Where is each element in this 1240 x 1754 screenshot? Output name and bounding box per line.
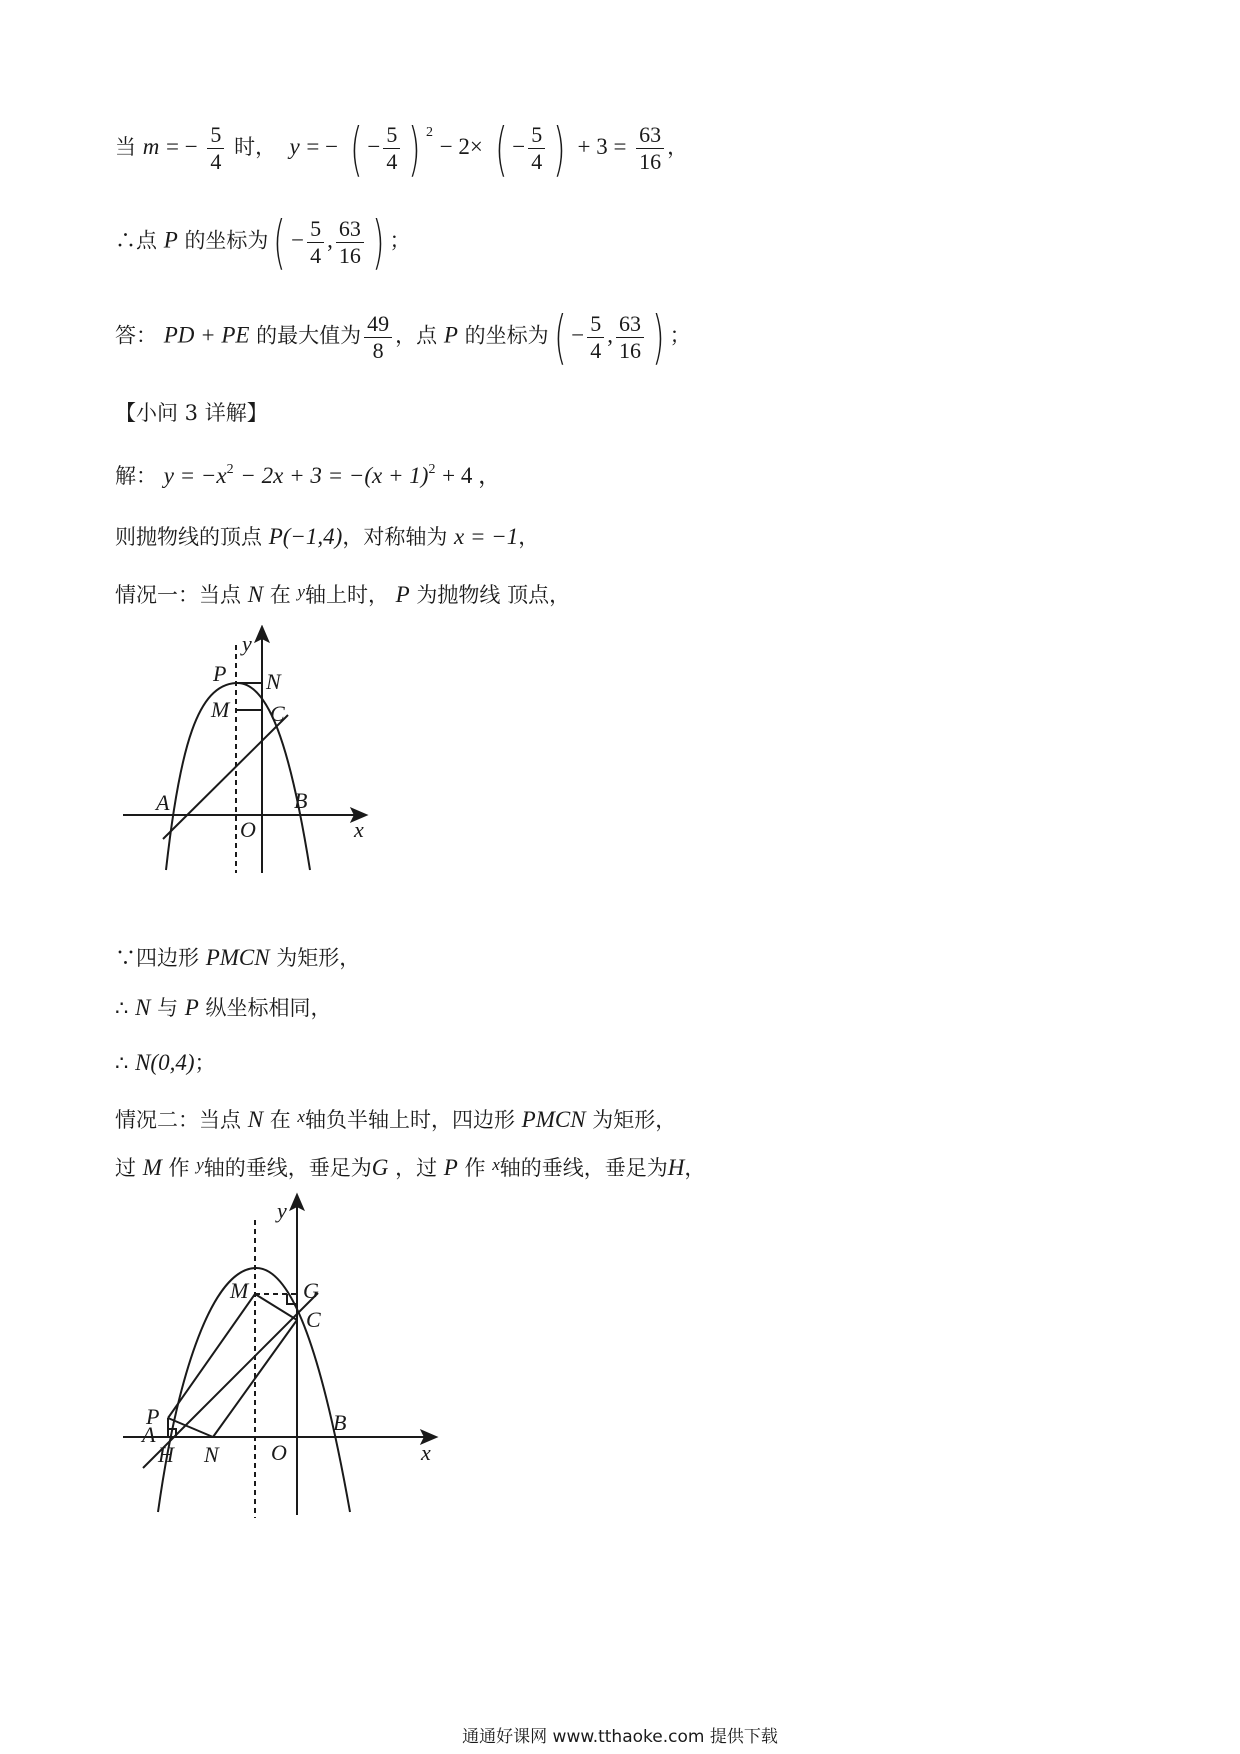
exponent: 2 [226, 462, 234, 477]
denominator: 16 [338, 242, 361, 268]
numerator: 5 [528, 122, 545, 149]
result-line [115, 1048, 215, 1078]
text: ， [667, 135, 689, 159]
var-y: y [297, 582, 305, 601]
footer-watermark: 通通好课网 www.tthaoke.com 提供下载 [462, 1727, 778, 1747]
text: 为矩形， [592, 1108, 677, 1132]
text: 情况一：当点 [115, 583, 241, 607]
text: 情况二：当点 [115, 1108, 241, 1132]
text: 当 [115, 135, 136, 159]
label-O: O [240, 817, 256, 842]
text: 过 [115, 1156, 136, 1180]
text: ∴ [115, 1051, 129, 1075]
var-P: P [184, 995, 199, 1020]
var-P: P [443, 322, 458, 348]
label-G: G [303, 1278, 319, 1303]
label-x: x [354, 817, 364, 842]
right-paren: ) [652, 303, 665, 371]
label-M: M [211, 697, 230, 722]
text: 与 [157, 996, 179, 1020]
var-P: P [443, 1155, 458, 1180]
text: 轴的垂线，垂足为 [203, 1156, 372, 1180]
var-x: x [297, 1107, 305, 1126]
section-heading: 【小问 3 详解】 [115, 401, 268, 425]
label-C: C [270, 701, 285, 726]
text: 为矩形， [276, 946, 361, 970]
label-B: B [333, 1410, 347, 1435]
text: ， [684, 1156, 706, 1180]
operator: + 3 = [577, 134, 627, 159]
expression: + 4 ， [442, 463, 502, 488]
numerator: 49 [364, 311, 392, 338]
var-M: M [142, 1155, 162, 1180]
text: 为抛物线 顶点， [416, 583, 571, 607]
text: ，点 [395, 323, 438, 348]
text: 在 [269, 583, 291, 607]
text: ，对称轴为 [342, 525, 448, 549]
right-paren: ) [408, 114, 421, 183]
vertex-line [115, 522, 539, 552]
fraction [616, 311, 644, 364]
text: 答： [115, 323, 157, 348]
text: 解： [115, 464, 157, 488]
numerator: 5 [587, 311, 604, 338]
var-G: G [371, 1155, 389, 1180]
numerator: 5 [207, 122, 224, 149]
text: 作 [464, 1156, 486, 1180]
exponent: 2 [426, 125, 433, 140]
text: 的最大值为 [256, 323, 362, 348]
denominator: 8 [372, 337, 384, 363]
text: ∵四边形 [115, 946, 199, 970]
var-x: x [492, 1155, 500, 1174]
text: ； [669, 323, 691, 348]
answer-line: 答： PD + PE 的最大值为 $\frac{49}{8}$ ，点 P 的坐标为( − $\frac{5}{4}$ , $\frac{63}{16}$ ) ； [115, 303, 691, 371]
label-C: C [306, 1307, 321, 1332]
var-y: y [289, 134, 300, 159]
text: 纵坐标相同， [205, 996, 332, 1020]
expression: y = −x [163, 463, 227, 488]
text: 则抛物线的顶点 [115, 525, 262, 549]
numerator: 5 [307, 216, 324, 243]
text: ； [194, 1051, 216, 1075]
denominator: 4 [386, 149, 398, 174]
right-paren: ) [371, 208, 385, 276]
quadrilateral: PMCN [205, 945, 270, 970]
denominator: 4 [310, 242, 322, 268]
case-one-line [115, 577, 570, 610]
equation-line-1: 当 m = − $\frac{5}{4}$ 时， y = − ( − $\frac{5}{4}$ ) $^2$ − 2× ( − $\frac{5}{4}$ ) + 3 = $\frac{63}{16}$ ， [115, 114, 689, 183]
text: 轴的垂线，垂足为 [499, 1156, 668, 1180]
text: ； [389, 228, 411, 253]
var-m: m [142, 134, 160, 159]
label-H: H [158, 1442, 174, 1467]
text: 的坐标为 [464, 323, 549, 348]
expression: PD + PE [163, 322, 250, 348]
solution-line [115, 455, 501, 491]
y-arrow-icon [291, 1195, 303, 1209]
vertex-point: P(−1,4) [268, 524, 343, 549]
quadrilateral: PMCN [521, 1107, 586, 1132]
fraction [207, 122, 224, 175]
label-N: N [266, 669, 281, 694]
numerator: 5 [383, 122, 400, 149]
numerator: 63 [616, 311, 644, 338]
same-ordinate-line [115, 993, 332, 1023]
numerator: 63 [636, 122, 664, 149]
label-P: P [213, 661, 227, 686]
label-x: x [421, 1440, 431, 1465]
label-y: y [242, 631, 252, 656]
var-N: N [135, 995, 151, 1020]
parabola [166, 683, 310, 870]
rectangle-line [115, 943, 360, 973]
label-A: A [142, 1422, 156, 1447]
fraction [528, 122, 545, 175]
denominator: 16 [639, 149, 662, 174]
text: ∴点 [115, 228, 157, 253]
figure-2 [118, 1190, 448, 1520]
label-y: y [277, 1198, 287, 1223]
label-P: P [146, 1404, 160, 1429]
numerator: 63 [336, 216, 364, 243]
denominator: 16 [618, 337, 641, 363]
var-P: P [163, 227, 178, 253]
expression: − 2x + 3 = −(x + 1) [240, 463, 429, 488]
text: ，过 [395, 1156, 438, 1180]
text: ∴ [115, 996, 129, 1020]
exponent: 2 [428, 462, 436, 477]
label-M: M [230, 1278, 249, 1303]
fraction [336, 216, 364, 269]
text: ， [518, 525, 540, 549]
operator: − 2× [439, 134, 483, 159]
text: 轴负半轴上时，四边形 [304, 1108, 515, 1132]
case-two-line [115, 1102, 676, 1135]
var-y: y [196, 1155, 204, 1174]
fraction [636, 122, 664, 175]
label-N: N [204, 1442, 219, 1467]
equation-line-2: ∴点 P 的坐标为( − $\frac{5}{4}$ , $\frac{63}{16}$ ) ； [115, 208, 411, 276]
figure-1 [118, 625, 378, 875]
denominator: 4 [210, 149, 222, 174]
var-H: H [667, 1155, 685, 1180]
line-AC [163, 715, 288, 839]
var-N: N [247, 582, 264, 607]
label-A: A [156, 790, 170, 815]
var-P: P [395, 582, 410, 607]
left-paren: ( [494, 114, 508, 183]
var-N: N [247, 1107, 264, 1132]
fraction [307, 216, 324, 269]
text: 的坐标为 [184, 228, 269, 253]
text: 在 [269, 1108, 291, 1132]
perpendicular-line [115, 1150, 705, 1183]
left-paren: ( [273, 208, 286, 276]
right-paren: ) [553, 114, 566, 183]
label-B: B [294, 788, 308, 813]
fraction [383, 122, 400, 175]
denominator: 4 [590, 337, 602, 363]
operator: = − [166, 134, 198, 159]
fraction [364, 311, 392, 364]
point-N: N(0,4) [135, 1050, 195, 1075]
fraction [587, 311, 604, 364]
denominator: 4 [531, 149, 543, 174]
left-paren: ( [553, 303, 567, 371]
left-paren: ( [349, 114, 363, 183]
text: 作 [168, 1156, 190, 1180]
label-O: O [271, 1440, 287, 1465]
y-arrow-icon [256, 627, 268, 641]
text: 轴上时， [304, 583, 389, 607]
operator: = − [306, 134, 339, 159]
text: 时， [234, 135, 277, 159]
axis-equation: x = −1 [454, 524, 519, 549]
